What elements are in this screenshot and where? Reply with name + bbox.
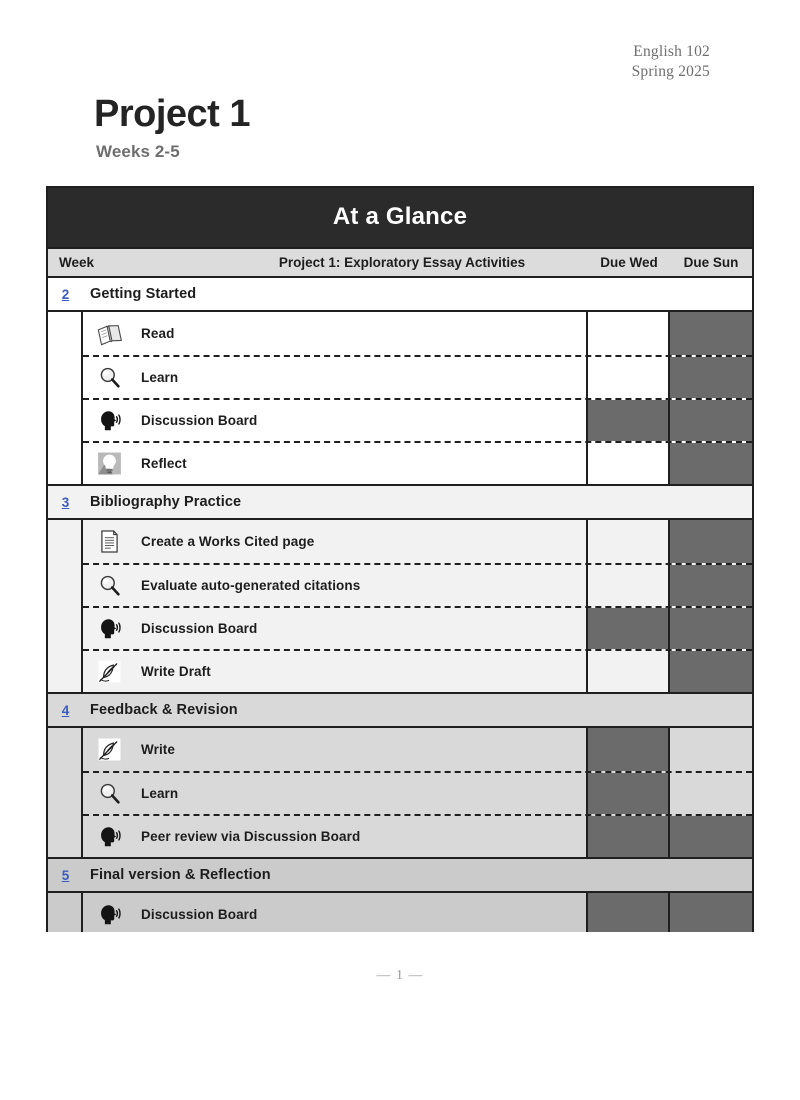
- quill-pen-icon: [96, 736, 123, 763]
- magnifier-icon: [96, 572, 123, 599]
- activity-label: Learn: [141, 370, 179, 385]
- due-wed-cell: [588, 400, 670, 441]
- magnifier-icon: [96, 780, 123, 807]
- week-title: Final version & Reflection: [90, 867, 271, 883]
- due-sun-cell: [670, 728, 752, 771]
- due-wed-cell: [588, 773, 670, 814]
- activity-row[interactable]: [83, 563, 752, 606]
- due-sun-cell: [670, 357, 752, 398]
- activity-row[interactable]: [83, 312, 752, 355]
- due-wed-cell: [588, 728, 670, 771]
- due-sun-cell: [670, 773, 752, 814]
- due-wed-cell: [588, 520, 670, 563]
- border-nick: [46, 733, 48, 740]
- activity-rows: [83, 728, 752, 857]
- activity-label: Write: [141, 742, 176, 757]
- table-column-headers: [48, 247, 752, 278]
- week-gutter: [48, 312, 83, 484]
- activity-row[interactable]: [83, 355, 752, 398]
- week-title: Feedback & Revision: [90, 702, 238, 718]
- activity-label-cell: [83, 443, 588, 484]
- due-sun-cell: [670, 443, 752, 484]
- document-icon: [96, 528, 123, 555]
- week-number-link[interactable]: 5: [61, 867, 70, 883]
- course-term: Spring 2025: [631, 63, 710, 80]
- activity-label-cell: [83, 728, 588, 771]
- due-sun-cell: [670, 608, 752, 649]
- week-activity-block: [48, 728, 752, 859]
- activity-label: Evaluate auto-generated citations: [141, 578, 361, 593]
- due-sun-cell: [670, 651, 752, 692]
- due-wed-cell: [588, 312, 670, 355]
- speaking-head-icon: [96, 407, 123, 434]
- due-sun-cell: [670, 520, 752, 563]
- due-sun-cell: [670, 400, 752, 441]
- speaking-head-icon: [96, 901, 123, 928]
- activity-label: Discussion Board: [141, 621, 258, 636]
- due-wed-cell: [588, 565, 670, 606]
- activity-label: Discussion Board: [141, 413, 258, 428]
- week-header-row: [48, 278, 752, 312]
- week-title: Getting Started: [90, 286, 197, 302]
- activity-row[interactable]: [83, 728, 752, 771]
- activity-label: Read: [141, 326, 175, 341]
- activity-rows: [83, 520, 752, 692]
- table-banner: At a Glance: [48, 188, 752, 247]
- activity-label: Create a Works Cited page: [141, 534, 315, 549]
- due-wed-cell: [588, 651, 670, 692]
- activity-label: Reflect: [141, 456, 187, 471]
- open-book-icon: [96, 320, 123, 347]
- activity-row[interactable]: [83, 606, 752, 649]
- due-wed-cell: [588, 893, 670, 932]
- page-subtitle: Weeks 2-5: [96, 142, 180, 161]
- due-sun-cell: [670, 893, 752, 932]
- week-activity-block: [48, 893, 752, 932]
- week-header-row: [48, 859, 752, 893]
- column-header-due-sun: Due Sun: [683, 255, 739, 270]
- activity-row[interactable]: [83, 649, 752, 692]
- page-title: Project 1: [94, 93, 251, 135]
- week-header-row: [48, 694, 752, 728]
- due-wed-cell: [588, 357, 670, 398]
- activity-row[interactable]: [83, 441, 752, 484]
- table-body: [48, 278, 752, 932]
- activity-label: Discussion Board: [141, 907, 258, 922]
- week-number-link[interactable]: 3: [61, 494, 70, 510]
- border-nick: [46, 788, 48, 795]
- activity-label: Peer review via Discussion Board: [141, 829, 361, 844]
- due-wed-cell: [588, 608, 670, 649]
- magnifier-icon: [96, 364, 123, 391]
- speaking-head-icon: [96, 823, 123, 850]
- activity-rows: [83, 312, 752, 484]
- activity-label: Learn: [141, 786, 179, 801]
- activity-label-cell: [83, 400, 588, 441]
- activity-label-cell: [83, 893, 588, 932]
- title-block: [94, 92, 250, 162]
- column-header-week: Week: [59, 255, 95, 270]
- activity-label-cell: [83, 816, 588, 857]
- course-meta: [632, 42, 710, 82]
- lightbulb-icon: [96, 450, 123, 477]
- course-name: English 102: [633, 43, 710, 60]
- activity-row[interactable]: [83, 814, 752, 857]
- week-gutter: [48, 893, 83, 932]
- page-footer: — 1 —: [376, 968, 424, 983]
- at-a-glance-table: [46, 186, 754, 932]
- activity-label-cell: [83, 312, 588, 355]
- week-gutter: [48, 520, 83, 692]
- week-activity-block: [48, 520, 752, 694]
- due-sun-cell: [670, 312, 752, 355]
- column-header-due-wed: Due Wed: [600, 255, 658, 270]
- week-activity-block: [48, 312, 752, 486]
- activity-row[interactable]: [83, 520, 752, 563]
- activity-label: Write Draft: [141, 664, 211, 679]
- due-wed-cell: [588, 443, 670, 484]
- week-title: Bibliography Practice: [90, 494, 242, 510]
- week-header-row: [48, 486, 752, 520]
- activity-row[interactable]: [83, 893, 752, 932]
- column-header-activities: Project 1: Exploratory Essay Activities: [278, 255, 526, 270]
- quill-pen-icon: [96, 658, 123, 685]
- activity-label-cell: [83, 608, 588, 649]
- due-wed-cell: [588, 816, 670, 857]
- activity-label-cell: [83, 773, 588, 814]
- activity-row[interactable]: [83, 771, 752, 814]
- week-gutter: [48, 728, 83, 857]
- due-sun-cell: [670, 565, 752, 606]
- activity-label-cell: [83, 520, 588, 563]
- week-number-link[interactable]: 4: [61, 702, 70, 718]
- activity-label-cell: [83, 357, 588, 398]
- activity-rows: [83, 893, 752, 932]
- speaking-head-icon: [96, 615, 123, 642]
- due-sun-cell: [670, 816, 752, 857]
- week-number-link[interactable]: 2: [61, 286, 70, 302]
- activity-row[interactable]: [83, 398, 752, 441]
- activity-label-cell: [83, 651, 588, 692]
- activity-label-cell: [83, 565, 588, 606]
